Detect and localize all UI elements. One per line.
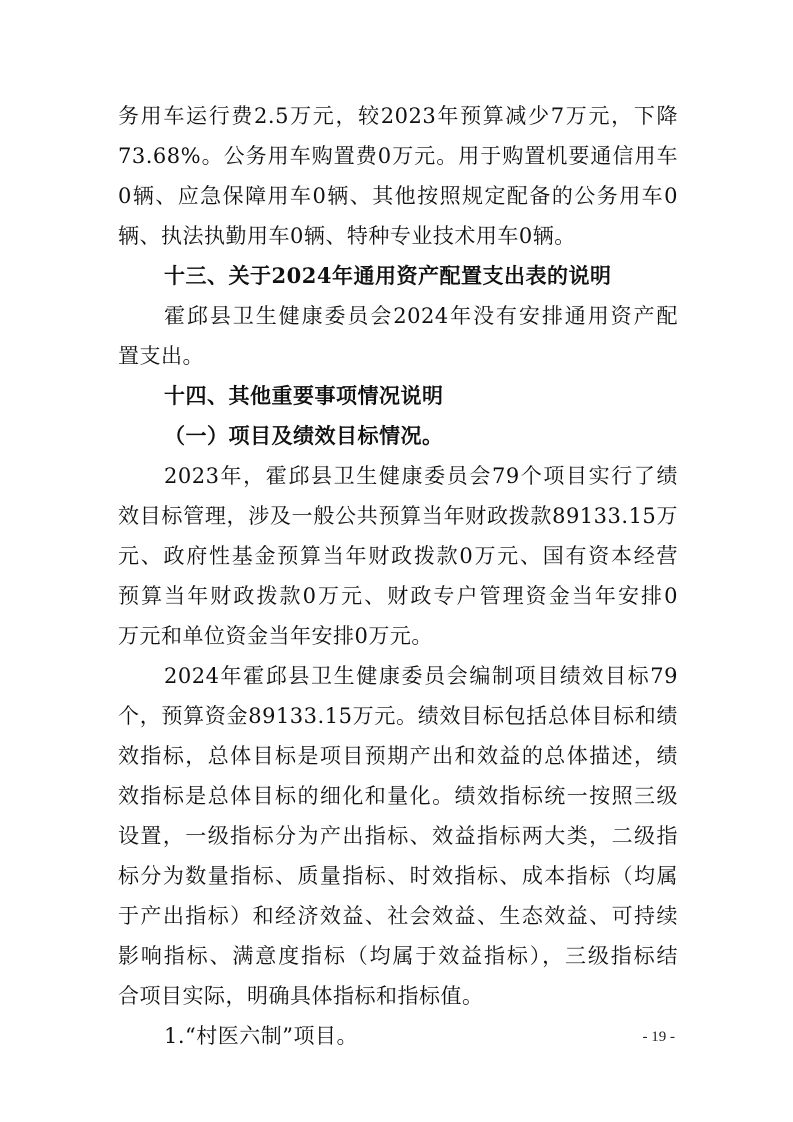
paragraph-line: 合项目实际，明确具体指标和指标值。 xyxy=(118,984,484,1008)
paragraph-line: 万元和单位资金当年安排0万元。 xyxy=(118,624,433,648)
paragraph-line: 于产出指标）和经济效益、社会效益、生态效益、可持续 xyxy=(118,904,678,928)
paragraph-line: 置支出。 xyxy=(118,344,204,368)
paragraph-line: 效指标，总体目标是项目预期产出和效益的总体描述，绩 xyxy=(118,744,678,768)
paragraph-line: 设置，一级指标分为产出指标、效益指标两大类，二级指 xyxy=(118,824,678,848)
paragraph-line: 预算当年财政拨款0万元、财政专户管理资金当年安排0 xyxy=(118,584,678,608)
paragraph-line: 2024年霍邱县卫生健康委员会编制项目绩效目标79 xyxy=(164,664,678,688)
paragraph-line: 霍邱县卫生健康委员会2024年没有安排通用资产配 xyxy=(164,304,678,328)
paragraph-line: 影响指标、满意度指标（均属于效益指标），三级指标结 xyxy=(118,944,678,968)
paragraph-line: 效指标是总体目标的细化和量化。绩效指标统一按照三级 xyxy=(118,784,678,808)
paragraph-line: 效目标管理，涉及一般公共预算当年财政拨款89133.15万 xyxy=(118,504,678,528)
paragraph-line: 元、政府性基金预算当年财政拨款0万元、国有资本经营 xyxy=(118,544,678,568)
paragraph-line: 标分为数量指标、质量指标、时效指标、成本指标（均属 xyxy=(118,864,678,888)
paragraph-line: 0辆、应急保障用车0辆、其他按照规定配备的公务用车0 xyxy=(118,184,678,208)
section-heading-13: 十三、关于2024年通用资产配置支出表的说明 xyxy=(164,263,612,288)
paragraph-line: 务用车运行费2.5万元，较2023年预算减少7万元，下降 xyxy=(118,104,678,128)
paragraph-line: 个，预算资金89133.15万元。绩效目标包括总体目标和绩 xyxy=(118,704,678,728)
paragraph-line: 73.68%。公务用车购置费0万元。用于购置机要通信用车 xyxy=(118,144,678,168)
list-item-heading: 1.“村医六制”项目。 xyxy=(164,1024,359,1048)
page-number: - 19 - xyxy=(642,1029,675,1045)
section-heading-14: 十四、其他重要事项情况说明 xyxy=(164,383,444,408)
paragraph-line: 辆、执法执勤用车0辆、特种专业技术用车0辆。 xyxy=(118,224,576,248)
subsection-heading: （一）项目及绩效目标情况。 xyxy=(164,423,444,448)
paragraph-line: 2023年，霍邱县卫生健康委员会79个项目实行了绩 xyxy=(164,464,678,488)
